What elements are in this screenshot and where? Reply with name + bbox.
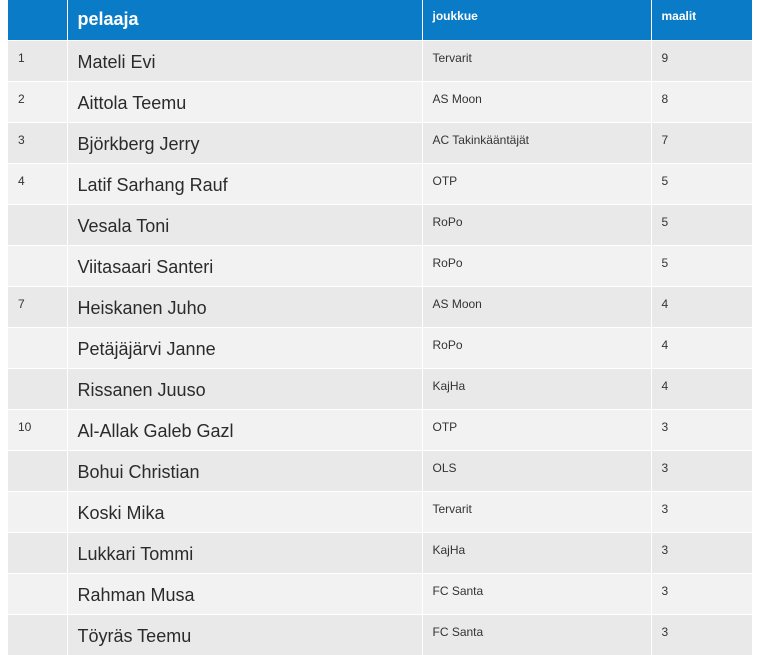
header-goals[interactable]: maalit [651,0,752,40]
table-row [8,327,752,368]
table-row [8,204,752,245]
goals-cell: 8 [651,81,752,122]
player-cell: Rissanen Juuso [67,368,422,409]
rank-cell [8,204,67,245]
goals-cell: 5 [651,245,752,286]
team-cell: KajHa [422,368,651,409]
goals-cell: 4 [651,327,752,368]
goals-cell: 9 [651,40,752,81]
goals-cell: 5 [651,163,752,204]
player-cell: Vesala Toni [67,204,422,245]
player-cell: Al-Allak Galeb Gazl [67,409,422,450]
goals-cell: 5 [651,204,752,245]
player-cell: Heiskanen Juho [67,286,422,327]
team-cell: RoPo [422,204,651,245]
table-row [8,491,752,532]
rank-cell: 1 [8,40,67,81]
table-row [8,40,752,81]
goals-cell: 3 [651,573,752,614]
rank-cell [8,573,67,614]
team-cell: Tervarit [422,491,651,532]
goals-cell: 7 [651,122,752,163]
goals-cell: 3 [651,409,752,450]
player-cell: Aittola Teemu [67,81,422,122]
header-team[interactable]: joukkue [422,0,651,40]
table-row [8,368,752,409]
rank-cell: 2 [8,81,67,122]
header-row [8,0,752,40]
team-cell: FC Santa [422,614,651,655]
goals-cell: 3 [651,491,752,532]
player-cell: Koski Mika [67,491,422,532]
goals-cell: 3 [651,614,752,655]
rank-cell: 10 [8,409,67,450]
rank-cell [8,614,67,655]
team-cell: AS Moon [422,81,651,122]
table-header [8,0,752,40]
header-player[interactable]: pelaaja [67,0,422,40]
scorers-table [8,0,752,655]
team-cell: OTP [422,409,651,450]
table-row [8,450,752,491]
player-cell: Petäjäjärvi Janne [67,327,422,368]
goals-cell: 4 [651,368,752,409]
table-row [8,122,752,163]
player-cell: Viitasaari Santeri [67,245,422,286]
team-cell: RoPo [422,327,651,368]
player-cell: Latif Sarhang Rauf [67,163,422,204]
goals-cell: 3 [651,532,752,573]
player-cell: Björkberg Jerry [67,122,422,163]
player-cell: Lukkari Tommi [67,532,422,573]
rank-cell [8,327,67,368]
player-cell: Rahman Musa [67,573,422,614]
rank-cell: 7 [8,286,67,327]
rank-cell: 3 [8,122,67,163]
table-row [8,614,752,655]
rank-cell [8,491,67,532]
rank-cell [8,532,67,573]
table-row [8,573,752,614]
table-row [8,81,752,122]
table-row [8,245,752,286]
table-body [8,40,752,655]
team-cell: KajHa [422,532,651,573]
team-cell: OTP [422,163,651,204]
table-row [8,286,752,327]
team-cell: AC Takinkääntäjät [422,122,651,163]
team-cell: FC Santa [422,573,651,614]
player-cell: Bohui Christian [67,450,422,491]
header-rank [8,0,67,40]
team-cell: RoPo [422,245,651,286]
team-cell: AS Moon [422,286,651,327]
team-cell: Tervarit [422,40,651,81]
player-cell: Töyräs Teemu [67,614,422,655]
rank-cell: 4 [8,163,67,204]
goals-cell: 3 [651,450,752,491]
rank-cell [8,368,67,409]
table-row [8,409,752,450]
table-row [8,163,752,204]
rank-cell [8,450,67,491]
table-row [8,532,752,573]
rank-cell [8,245,67,286]
player-cell: Mateli Evi [67,40,422,81]
scorers-table-container [8,0,752,655]
team-cell: OLS [422,450,651,491]
goals-cell: 4 [651,286,752,327]
